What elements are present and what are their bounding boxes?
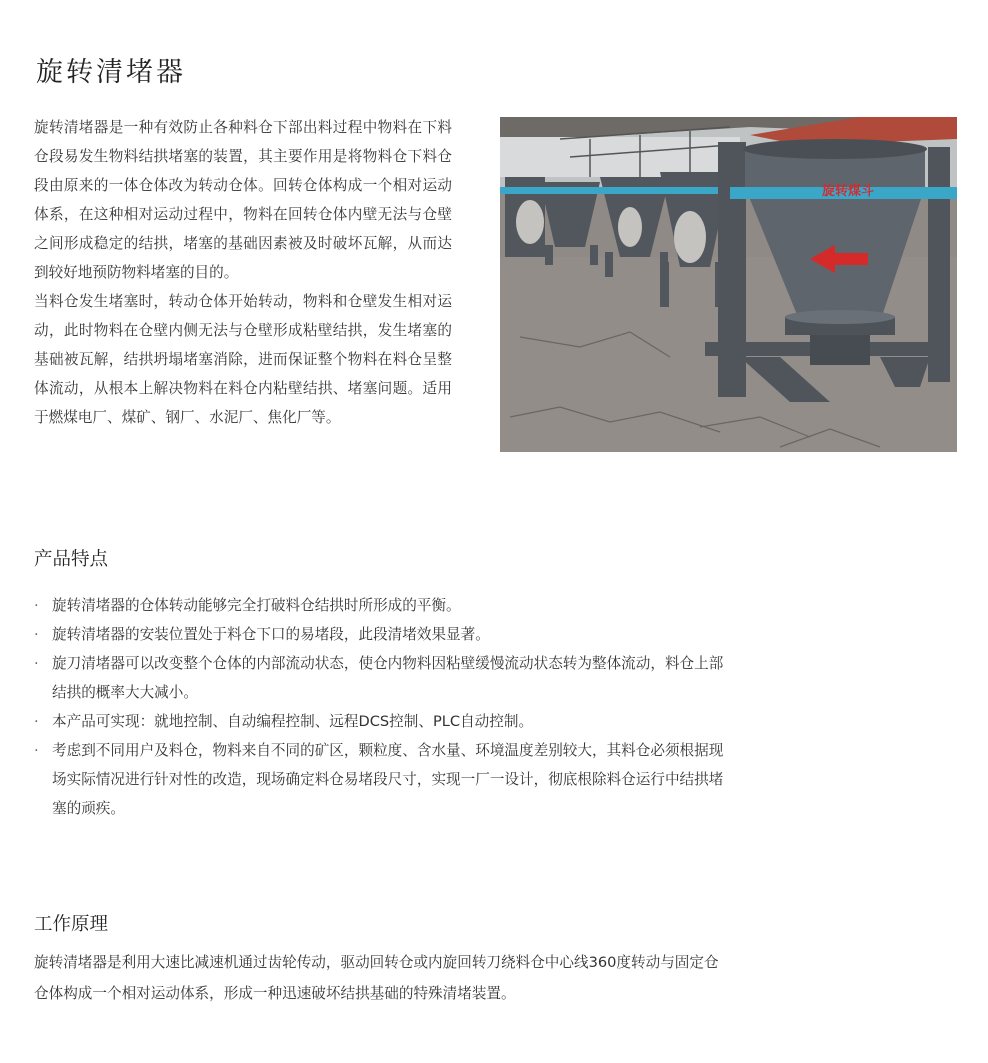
list-item <box>34 649 724 707</box>
intro-paragraph: 当料仓发生堵塞时，转动仓体开始转动，物料和仓壁发生相对运动，此时物料在仓壁内侧无法与仓壁形成粘壁结拱，发生堵塞的基础被瓦解，结拱坍塌堵塞消除，进而保证整个物料在料仓呈整体流动，从根本上解决物料在料仓内粘壁结拱、堵塞问题。适用于燃煤电厂、煤矿、钢厂、水泥厂、焦化厂等。 <box>34 293 452 426</box>
principle-text: 旋转清堵器是利用大速比减速机通过齿轮传动，驱动回转仓或内旋回转刀绕料仓中心线360度转动与固定仓仓体构成一个相对运动体系，形成一种迅速破坏结拱基础的特殊清堵装置。 <box>34 954 719 1002</box>
product-photo <box>500 117 957 452</box>
features-heading: 产品特点 <box>34 549 109 570</box>
list-item <box>34 591 724 620</box>
background-building <box>500 137 740 177</box>
bullet-icon: · <box>34 597 39 614</box>
main-hopper-rim <box>743 139 927 159</box>
hopper-label: 旋转煤斗 <box>822 184 875 199</box>
principle-heading: 工作原理 <box>34 914 109 935</box>
intro-paragraph: 旋转清堵器是一种有效防止各种料仓下部出料过程中物料在下料仓段易发生物料结拱堵塞的装置，其主要作用是将物料仓下料仓段由原来的一体仓体改为转动仓体。回转仓体构成一个相对运动体系，在这种相对运动过程中，物料在回转仓体内壁无法与仓壁之间形成稳定的结拱，堵塞的基础因素被及时破坏瓦解，从而达到较好地预防物料堵塞的目的。 <box>34 119 452 281</box>
list-item <box>34 707 724 736</box>
feature-text: 旋转清堵器的仓体转动能够完全打破料仓结拱时所形成的平衡。 <box>52 597 461 614</box>
lower-ring-top <box>785 310 895 324</box>
feature-text: 考虑到不同用户及料仓，物料来自不同的矿区，颗粒度、含水量、环境温度差别较大，其料仓必须根据现场实际情况进行针对性的改造，现场确定料仓易堵段尺寸，实现一厂一设计，彻底根除料仓运行中结拱堵塞的顽疾。 <box>52 742 724 817</box>
bullet-icon: · <box>34 742 39 759</box>
feature-text: 本产品可实现：就地控制、自动编程控制、远程DCS控制、PLC自动控制。 <box>52 713 534 730</box>
feature-text: 旋转清堵器的安装位置处于料仓下口的易堵段，此段清堵效果显著。 <box>52 626 490 643</box>
bullet-icon: · <box>34 626 39 643</box>
list-item <box>34 736 724 823</box>
feature-text: 旋刀清堵器可以改变整个仓体的内部流动状态，使仓内物料因粘壁缓慢流动状态转为整体流动，料仓上部结拱的概率大大减小。 <box>52 655 724 701</box>
intro-text <box>34 113 452 432</box>
list-item <box>34 620 724 649</box>
blue-band-far <box>500 187 740 194</box>
page-title: 旋转清堵器 <box>36 57 186 88</box>
bullet-icon: · <box>34 655 39 672</box>
bullet-icon: · <box>34 713 39 730</box>
features-list <box>34 591 724 823</box>
outlet-neck <box>810 335 870 365</box>
